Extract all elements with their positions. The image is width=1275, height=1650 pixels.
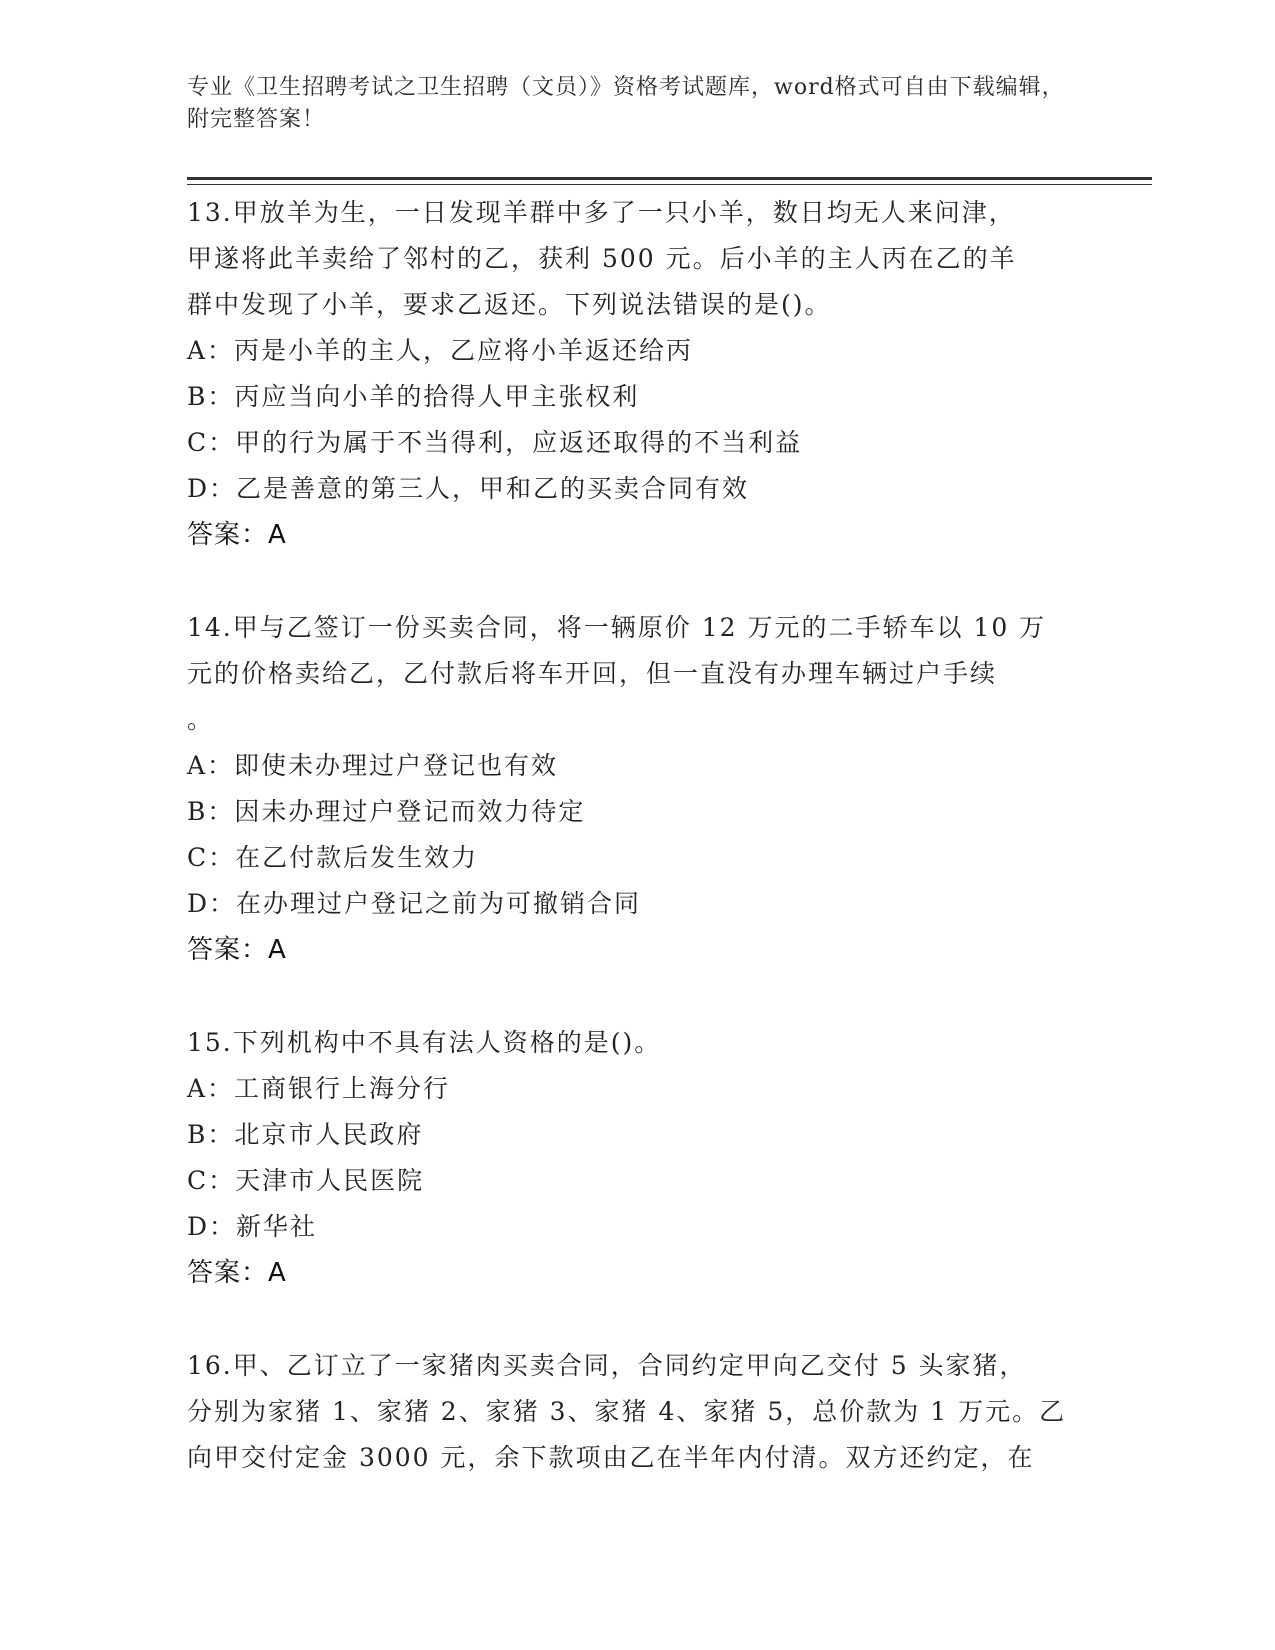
question-line: 元的价格卖给乙，乙付款后将车开回，但一直没有办理车辆过户手续	[187, 659, 998, 688]
question-spacer	[187, 1296, 1087, 1343]
answer-label: 答案：A	[187, 935, 287, 965]
option-d: D：在办理过户登记之前为可撤销合同	[187, 889, 642, 918]
option-d: D：乙是善意的第三人，甲和乙的买卖合同有效	[187, 474, 750, 503]
header-divider-thin	[187, 184, 1152, 185]
question-line: 向甲交付定金 3000 元，余下款项由乙在半年内付清。双方还约定，在	[187, 1443, 1035, 1472]
option-a: A：丙是小羊的主人，乙应将小羊返还给丙	[187, 336, 694, 365]
header-divider-thick	[187, 177, 1152, 180]
page-header	[187, 72, 1067, 136]
option-d: D：新华社	[187, 1212, 318, 1241]
question-spacer	[187, 558, 1087, 605]
option-c: C：在乙付款后发生效力	[187, 843, 479, 872]
question-line: 15.下列机构中不具有法人资格的是()。	[187, 1028, 662, 1057]
question-line: 。	[187, 705, 215, 734]
question-16	[187, 1343, 1087, 1481]
question-line: 13.甲放羊为生，一日发现羊群中多了一只小羊，数日均无人来问津，	[187, 198, 1016, 227]
question-line: 群中发现了小羊，要求乙返还。下列说法错误的是()。	[187, 290, 832, 319]
question-list	[187, 190, 1087, 1481]
option-a: A：工商银行上海分行	[187, 1074, 451, 1103]
option-b: B：因未办理过户登记而效力待定	[187, 797, 586, 826]
option-c: C：天津市人民医院	[187, 1166, 425, 1195]
question-line: 甲遂将此羊卖给了邻村的乙，获利 500 元。后小羊的主人丙在乙的羊	[187, 244, 1017, 273]
option-a: A：即使未办理过户登记也有效	[187, 751, 559, 780]
question-14	[187, 605, 1087, 973]
question-line: 14.甲与乙签订一份买卖合同，将一辆原价 12 万元的二手轿车以 10 万	[187, 613, 1047, 642]
header-text: 专业《卫生招聘考试之卫生招聘（文员）》资格考试题库，word格式可自由下载编辑，附完整答案！	[187, 75, 1065, 132]
option-b: B：丙应当向小羊的拾得人甲主张权利	[187, 382, 640, 411]
question-spacer	[187, 973, 1087, 1020]
question-15	[187, 1020, 1087, 1296]
answer-label: 答案：A	[187, 520, 287, 550]
question-13	[187, 190, 1087, 558]
question-line: 分别为家猪 1、家猪 2、家猪 3、家猪 4、家猪 5，总价款为 1 万元。乙	[187, 1397, 1067, 1426]
option-b: B：北京市人民政府	[187, 1120, 424, 1149]
answer-label: 答案：A	[187, 1258, 287, 1288]
option-c: C：甲的行为属于不当得利，应返还取得的不当利益	[187, 428, 803, 457]
question-line: 16.甲、乙订立了一家猪肉买卖合同，合同约定甲向乙交付 5 头家猪，	[187, 1351, 1027, 1380]
